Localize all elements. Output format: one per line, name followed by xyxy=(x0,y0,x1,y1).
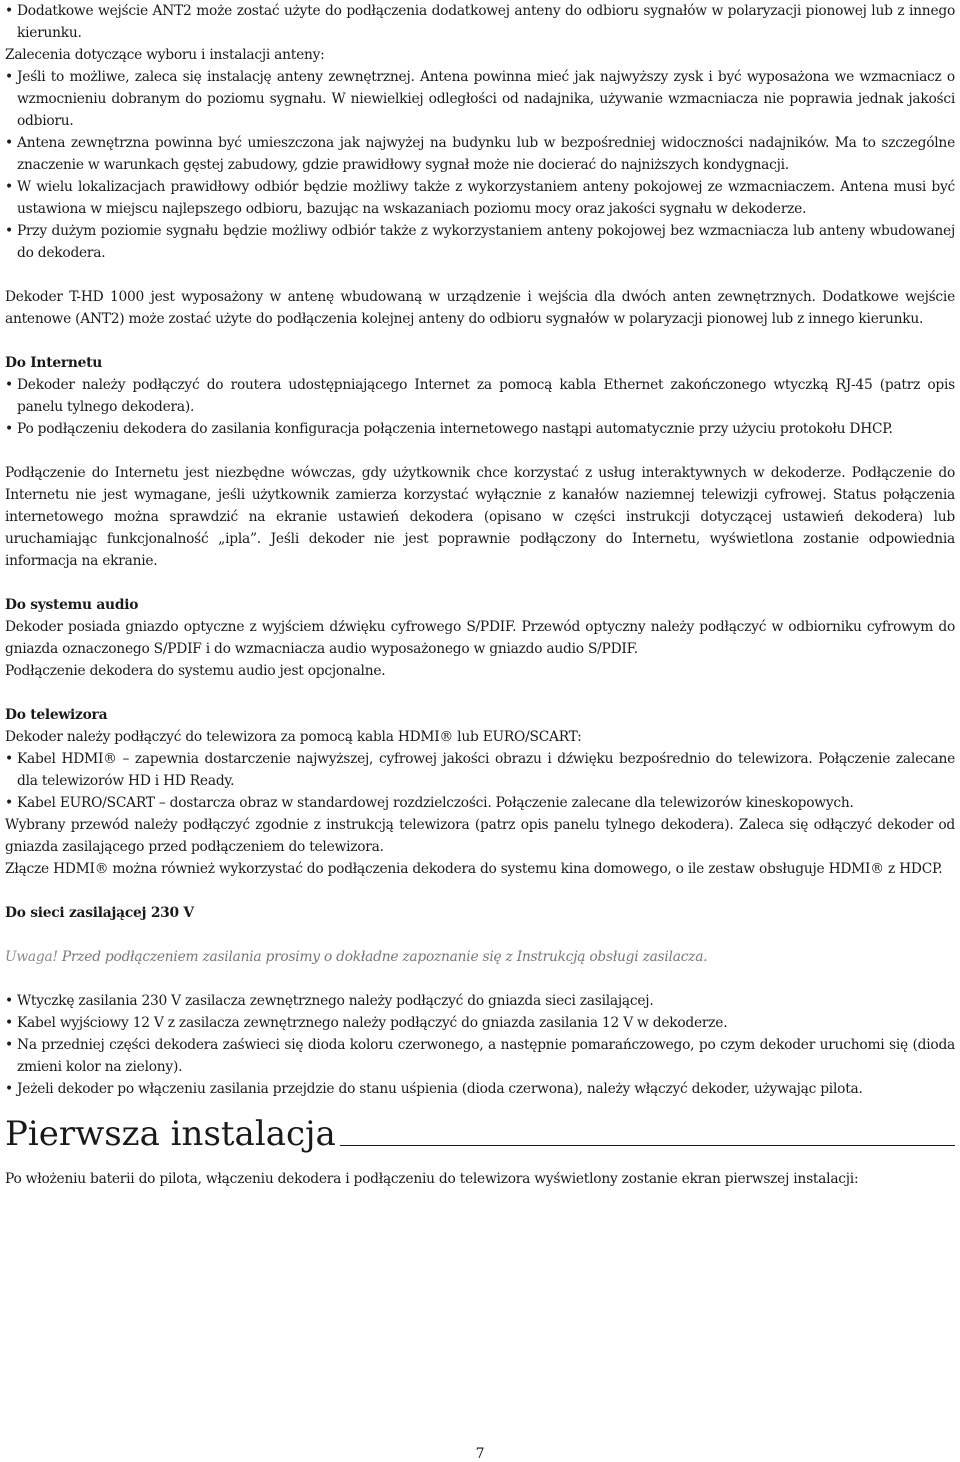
list-item: • Antena zewnętrzna powinna być umieszczona jak najwyżej na budynku lub w bezpośredniej widoczności nadajników. Ma to szczególne znaczenie w warunkach gęstej zabudowy, gdzie prawidłowy sygnał może nie docierać do najniższych kondygnacji. xyxy=(5,132,955,176)
tv-cable-list xyxy=(5,748,955,814)
list-item: • Dekoder należy podłączyć do routera udostępniającego Internet za pomocą kabla Ethernet zakończonego wtyczką RJ-45 (patrz opis panelu tylnego dekodera). xyxy=(5,374,955,418)
internet-heading: Do Internetu xyxy=(5,355,103,371)
list-item: • Kabel HDMI® – zapewnia dostarczenie najwyższej, cyfrowej jakości obrazu i dźwięku bezpośrednio do telewizora. Połączenie zalecane dla telewizorów HD i HD Ready. xyxy=(5,748,955,792)
title-rule xyxy=(340,1145,955,1146)
power-warning xyxy=(5,946,955,968)
list-item: • W wielu lokalizacjach prawidłowy odbiór będzie możliwy także z wykorzystaniem anteny pokojowej ze wzmacniaczem. Antena musi być ustawiona w miejscu najlepszego odbioru, bazując na wskazaniach poziomu mocy oraz jakości sygnału w dekoderze. xyxy=(5,176,955,220)
warning-label: Uwaga! xyxy=(5,949,58,965)
list-item: • Jeżeli dekoder po włączeniu zasilania przejdzie do stanu uśpienia (dioda czerwona), należy włączyć dekoder, używając pilota. xyxy=(5,1078,955,1100)
tv-heading: Do telewizora xyxy=(5,707,108,723)
decoder-antenna-paragraph: Dekoder T-HD 1000 jest wyposażony w antenę wbudowaną w urządzenie i wejścia dla dwóch anten zewnętrznych. Dodatkowe wejście antenowe (ANT2) może zostać użyte do podłączenia kolejnej anteny do odbioru sygnałów w polaryzacji pionowej lub z innego kierunku. xyxy=(5,289,955,327)
first-install-paragraph: Po włożeniu baterii do pilota, włączeniu dekodera i podłączeniu do telewizora wyświetlony zostanie ekran pierwszej instalacji: xyxy=(5,1171,859,1187)
audio-paragraph: Dekoder posiada gniazdo optyczne z wyjściem dźwięku cyfrowego S/PDIF. Przewód optyczny należy podłączyć w odbiorniku cyfrowym do gniazda oznaczonego S/PDIF i do wzmacniacza audio wyposażonego w gniazdo audio S/PDIF. xyxy=(5,619,955,657)
tv-intro: Dekoder należy podłączyć do telewizora za pomocą kabla HDMI® lub EURO/SCART: xyxy=(5,729,582,745)
page-number: 7 xyxy=(475,1446,485,1462)
list-item: • Wtyczkę zasilania 230 V zasilacza zewnętrznego należy podłączyć do gniazda sieci zasilającej. xyxy=(5,990,955,1012)
list-item: • Po podłączeniu dekodera do zasilania konfiguracja połączenia internetowego nastąpi automatycznie przy użyciu protokołu DHCP. xyxy=(5,418,955,440)
tv-hdmi-paragraph: Złącze HDMI® można również wykorzystać do podłączenia dekodera do systemu kina domowego, o ile zestaw obsługuje HDMI® z HDCP. xyxy=(5,861,943,877)
internet-list xyxy=(5,374,955,440)
internet-paragraph: Podłączenie do Internetu jest niezbędne wówczas, gdy użytkownik chce korzystać z usług interaktywnych w dekoderze. Podłączenie do Internetu nie jest wymagane, jeśli użytkownik zamierza korzystać wyłącznie z kanałów naziemnej telewizji cyfrowej. Status połączenia internetowego można sprawdzić na ekranie ustawień dekodera (opisano w części instrukcji dotyczącej ustawień dekodera) lub uruchamiając funkcjonalność „ipla”. Jeśli dekoder nie jest poprawnie podłączony do Internetu, wyświetlona zostanie odpowiednia informacja na ekranie. xyxy=(5,465,955,569)
antenna-recommendations-list xyxy=(5,66,955,264)
audio-heading: Do systemu audio xyxy=(5,597,139,613)
power-heading: Do sieci zasilającej 230 V xyxy=(5,905,194,921)
list-item: • Przy dużym poziomie sygnału będzie możliwy odbiór także z wykorzystaniem anteny pokojowej bez wzmacniacza lub anteny wbudowanej do dekodera. xyxy=(5,220,955,264)
list-item: • Jeśli to możliwe, zaleca się instalację anteny zewnętrznej. Antena powinna mieć jak najwyższy zysk i być wyposażona we wzmacniacz o wzmocnieniu dobranym do poziomu sygnału. W niewielkiej odległości od nadajnika, używanie wzmacniacza nie poprawia jednak jakości odbioru. xyxy=(5,66,955,132)
antenna-recommendations-title: Zalecenia dotyczące wyboru i instalacji anteny: xyxy=(5,47,325,63)
power-list xyxy=(5,990,955,1100)
tv-paragraph: Wybrany przewód należy podłączyć zgodnie z instrukcją telewizora (patrz opis panelu tylnego dekodera). Zaleca się odłączyć dekoder od gniazda zasilającego przed podłączeniem do telewizora. xyxy=(5,817,955,855)
list-item: • Dodatkowe wejście ANT2 może zostać użyte do podłączenia dodatkowej anteny do odbioru sygnałów w polaryzacji pionowej lub z innego kierunku. xyxy=(5,0,955,44)
list-item: • Kabel EURO/SCART – dostarcza obraz w standardowej rozdzielczości. Połączenie zalecane dla telewizorów kineskopowych. xyxy=(5,792,955,814)
audio-optional-paragraph: Podłączenie dekodera do systemu audio jest opcjonalne. xyxy=(5,663,386,679)
warning-text: Przed podłączeniem zasilania prosimy o dokładne zapoznanie się z Instrukcją obsługi zasilacza. xyxy=(61,949,708,965)
list-item: • Kabel wyjściowy 12 V z zasilacza zewnętrznego należy podłączyć do gniazda zasilania 12 V w dekoderze. xyxy=(5,1012,955,1034)
first-install-title-row xyxy=(5,1112,955,1156)
first-install-title: Pierwsza instalacja xyxy=(5,1114,336,1154)
antenna-input-list xyxy=(5,0,955,44)
list-item: • Na przedniej części dekodera zaświeci się dioda koloru czerwonego, a następnie pomarańczowego, po czym dekoder uruchomi się (dioda zmieni kolor na zielony). xyxy=(5,1034,955,1078)
